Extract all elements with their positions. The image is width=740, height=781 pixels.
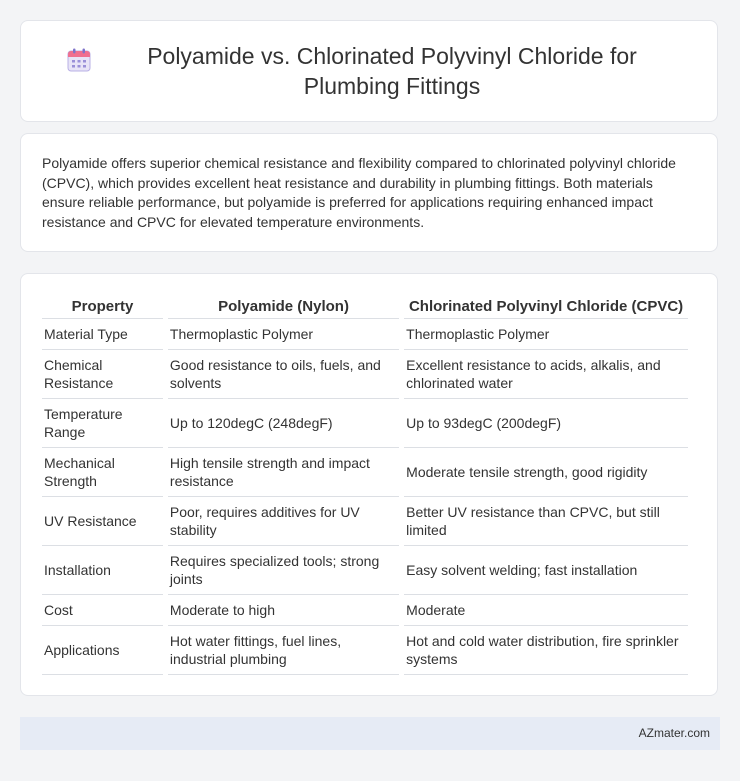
footer-site-link[interactable]: AZmater.com	[638, 726, 710, 740]
property-cell: Installation	[42, 546, 163, 595]
footer-bar	[20, 717, 720, 750]
property-cell: Material Type	[42, 319, 163, 350]
table-row	[42, 448, 688, 497]
property-cell: UV Resistance	[42, 497, 163, 546]
polyamide-cell: Thermoplastic Polymer	[168, 319, 399, 350]
page-title: Polyamide vs. Chlorinated Polyvinyl Chloride for Plumbing Fittings	[147, 43, 637, 99]
cpvc-cell: Better UV resistance than CPVC, but still limited	[404, 497, 688, 546]
polyamide-cell: Good resistance to oils, fuels, and solvents	[168, 350, 399, 399]
property-cell: Chemical Resistance	[42, 350, 163, 399]
property-cell: Temperature Range	[42, 399, 163, 448]
table-row	[42, 497, 688, 546]
property-cell: Applications	[42, 626, 163, 675]
polyamide-cell: Moderate to high	[168, 595, 399, 626]
polyamide-cell: Hot water fittings, fuel lines, industrial plumbing	[168, 626, 399, 675]
title-card	[20, 20, 718, 122]
cpvc-cell: Excellent resistance to acids, alkalis, and chlorinated water	[404, 350, 688, 399]
header-cpvc: Chlorinated Polyvinyl Chloride (CPVC)	[404, 294, 688, 319]
table-row	[42, 350, 688, 399]
intro-paragraph: Polyamide offers superior chemical resistance and flexibility compared to chlorinated polyvinyl chloride (CPVC), which provides excellent heat resistance and durability in plumbing fittings. Both materials ensure reliable performance, but polyamide is preferred for applications requiring enhanced impact resistance and CPVC for elevated temperature environments.	[42, 155, 676, 230]
comparison-card	[20, 273, 718, 696]
polyamide-cell: High tensile strength and impact resistance	[168, 448, 399, 497]
table-row	[42, 626, 688, 675]
calendar-icon	[66, 47, 92, 73]
cpvc-cell: Moderate tensile strength, good rigidity	[404, 448, 688, 497]
table-row	[42, 595, 688, 626]
table-header-row	[42, 294, 688, 319]
table-row	[42, 546, 688, 595]
table-row	[42, 319, 688, 350]
cpvc-cell: Easy solvent welding; fast installation	[404, 546, 688, 595]
header-property: Property	[42, 294, 163, 319]
cpvc-cell: Moderate	[404, 595, 688, 626]
cpvc-cell: Thermoplastic Polymer	[404, 319, 688, 350]
table-row	[42, 399, 688, 448]
cpvc-cell: Up to 93degC (200degF)	[404, 399, 688, 448]
cpvc-cell: Hot and cold water distribution, fire sprinkler systems	[404, 626, 688, 675]
comparison-table	[37, 294, 693, 675]
intro-card	[20, 133, 718, 252]
polyamide-cell: Poor, requires additives for UV stability	[168, 497, 399, 546]
property-cell: Mechanical Strength	[42, 448, 163, 497]
header-polyamide: Polyamide (Nylon)	[168, 294, 399, 319]
polyamide-cell: Requires specialized tools; strong joints	[168, 546, 399, 595]
polyamide-cell: Up to 120degC (248degF)	[168, 399, 399, 448]
property-cell: Cost	[42, 595, 163, 626]
